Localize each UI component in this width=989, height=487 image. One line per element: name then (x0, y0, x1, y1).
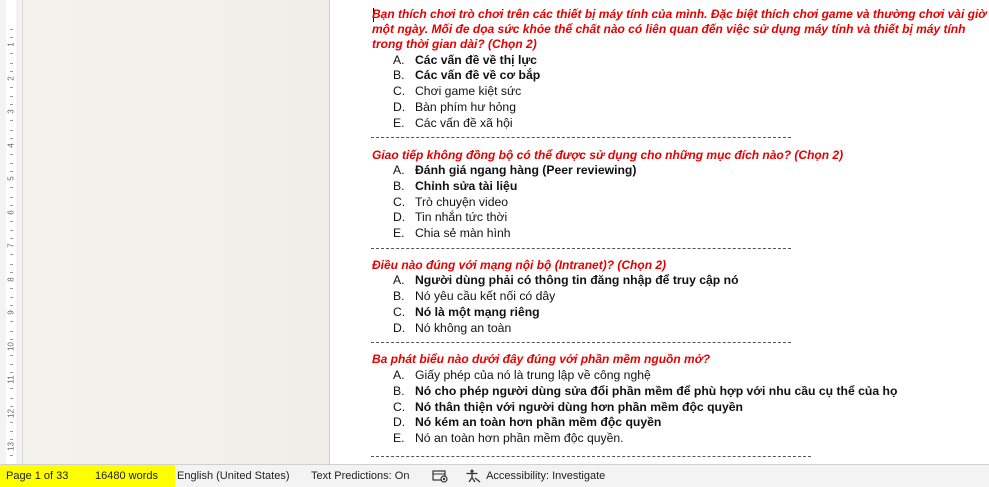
ruler-number: 13 (6, 442, 16, 451)
ruler-tick (10, 388, 13, 389)
ruler-tick (10, 288, 13, 289)
ruler-tick (10, 120, 13, 121)
ruler-tick (10, 230, 13, 231)
question-1-option-d: D. Bàn phím hư hỏng (393, 100, 516, 114)
status-bar (0, 464, 989, 487)
question-1-option-e: E. Các vấn đề xã hội (393, 116, 513, 130)
ruler-number: 6 (6, 209, 16, 215)
question-1-option-a: A. Các vấn đề về thị lực (393, 53, 537, 67)
question-4-option-d: D. Nó kém an toàn hơn phần mềm độc quyền (393, 415, 662, 429)
ruler-number: 11 (6, 375, 16, 384)
ruler-number: 7 (6, 243, 16, 248)
question-2-option-d: D. Tin nhắn tức thời (393, 210, 508, 224)
vertical-ruler (0, 0, 23, 464)
question-2-option-a: A. Đánh giá ngang hàng (Peer reviewing) (393, 163, 637, 177)
ruler-tick (10, 297, 13, 298)
question-3-option-d: D. Nó không an toàn (393, 321, 512, 335)
question-1-option-b: B. Các vấn đề về cơ bắp (393, 68, 541, 82)
ruler-tick (10, 305, 13, 306)
status-page-words (0, 465, 175, 487)
ruler-tick (10, 455, 13, 456)
ruler-tick (10, 272, 13, 273)
ruler-tick (10, 398, 13, 399)
ruler-tick (10, 372, 13, 373)
ruler-number: 3 (6, 109, 16, 114)
ruler-tick (10, 37, 13, 38)
accessibility-icon (465, 469, 481, 483)
question-separator (371, 137, 791, 138)
text-predictions-indicator[interactable]: Text Predictions: On (311, 470, 410, 482)
question-3-option-c: C. Nó là một mạng riêng (393, 305, 540, 319)
ruler-tick (10, 63, 13, 64)
question-3-text: Điều nào đúng với mạng nội bộ (Intranet)? (Chọn 2) (372, 258, 667, 272)
ruler-number: 8 (6, 276, 16, 282)
ruler-tick (10, 254, 13, 255)
ruler-tick (10, 205, 13, 206)
question-3-option-b: B. Nó yêu cầu kết nối có dây (393, 289, 556, 303)
ruler-tick (10, 197, 13, 198)
ruler-tick (10, 431, 13, 432)
question-4-option-b: B. Nó cho phép người dùng sửa đổi phần mềm để phù hợp với nhu cầu cụ thể của họ (393, 384, 898, 398)
page-left-margin (23, 0, 330, 464)
question-4-option-c: C. Nó thân thiện với người dùng hơn phần mềm độc quyền (393, 400, 743, 414)
ruler-tick (10, 154, 13, 155)
ruler-tick (10, 138, 13, 139)
ruler-tick (10, 264, 13, 265)
ruler-number: 9 (6, 310, 16, 315)
ruler-tick (10, 187, 13, 188)
ruler-tick (10, 406, 13, 407)
question-2-option-b: B. Chỉnh sửa tài liệu (393, 179, 518, 193)
accessibility-label: Accessibility: Investigate (486, 470, 606, 482)
ruler-tick (10, 238, 13, 239)
accessibility-checker[interactable] (465, 465, 605, 487)
ruler-number: 5 (6, 176, 16, 181)
question-1-text: Bạn thích chơi trò chơi trên các thiết bị máy tính của mình. Đặc biệt thích chơi game và thường chơi vài giờ một ngày. Mối đe dọa sức khỏe thể chất nào có liên quan đến việc sử dụng máy tính và thiết bị máy tính trong thời gian dài? (Chọn 2) (372, 7, 987, 51)
ruler-tick (10, 364, 13, 365)
question-separator (371, 456, 811, 457)
question-2-text: Giao tiếp không đồng bộ có thể được sử dụng cho những mục đích nào? (Chọn 2) (372, 148, 844, 162)
ruler-number: 4 (6, 142, 16, 148)
ruler-tick (10, 439, 13, 440)
question-3-option-a: A. Người dùng phải có thông tin đăng nhập để truy cập nó (393, 273, 739, 287)
ruler-tick (10, 339, 13, 340)
language-indicator[interactable]: English (United States) (177, 470, 290, 482)
macro-recording-icon[interactable] (432, 465, 448, 487)
ruler-tick (10, 422, 13, 423)
ruler-tick (10, 53, 13, 54)
ruler-tick (10, 221, 13, 222)
question-2-option-e: E. Chia sẻ màn hình (393, 226, 511, 240)
ruler-tick (10, 29, 13, 30)
ruler-tick (10, 130, 13, 131)
ruler-tick (10, 104, 13, 105)
word-count[interactable]: 16480 words (95, 470, 158, 482)
question-separator (371, 248, 791, 249)
ruler-number: 1 (6, 42, 16, 47)
question-2-option-c: C. Trò chuyện video (393, 195, 509, 209)
question-separator (371, 342, 791, 343)
ruler-tick (10, 71, 13, 72)
page-count[interactable]: Page 1 of 33 (6, 470, 69, 482)
ruler-tick (10, 171, 13, 172)
question-1-option-c: C. Chơi game kiệt sức (393, 84, 522, 98)
question-4-option-e: E. Nó an toàn hơn phần mềm độc quyền. (393, 431, 624, 445)
ruler-number: 12 (6, 408, 16, 418)
question-4-option-a: A. Giấy phép của nó là trung lập về công nghệ (393, 368, 651, 382)
ruler-tick (10, 355, 13, 356)
ruler-tick (10, 87, 13, 88)
question-4-text: Ba phát biểu nào dưới đây đúng với phần mềm nguồn mở? (372, 352, 711, 366)
ruler-tick (10, 331, 13, 332)
ruler-tick (10, 163, 13, 164)
ruler-tick (10, 96, 13, 97)
ruler-number: 10 (6, 341, 16, 351)
ruler-tick (10, 321, 13, 322)
ruler-number: 2 (6, 75, 16, 81)
